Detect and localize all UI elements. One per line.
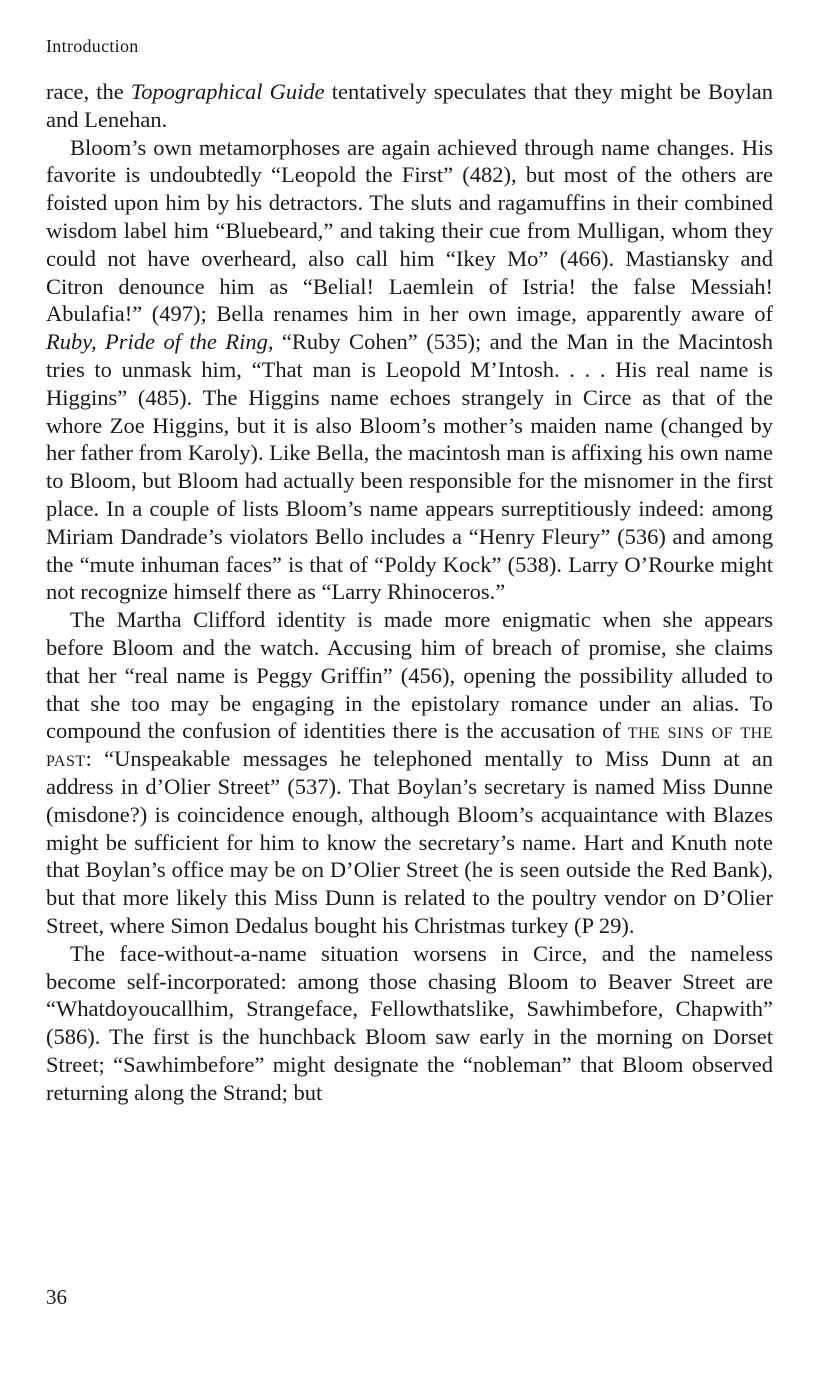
text-run: The face-without-a-name situation worsens in Circe, and the nameless become self-incorporated: among those chasing Bloom to Beaver Street are “Whatdoyoucallhim, Strangeface, Fellowthatslike, Sawhimbefore, Chapwith” (586). The first is the hunchback Bloom saw early in the morning on Dorset Street; “Sawhimbefore” might designate the “nobleman” that Bloom observed returning along the Strand; but [46, 940, 773, 1105]
paragraph [46, 940, 773, 1107]
text-run: “Ruby Cohen” (535); and the Man in the Macintosh tries to unmask him, “That man is Leopold M’Intosh. . . . His real name is Higgins” (485). The Higgins name echoes strangely in Circe as that of the whore Zoe Higgins, but it is also Bloom’s mother’s maiden name (changed by her father from Karoly). Like Bella, the macintosh man is affixing his own name to Bloom, but Bloom had actually been responsible for the misnomer in the first place. In a couple of lists Bloom’s name appears surreptitiously indeed: among Miriam Dandrade’s violators Bello includes a “Henry Fleury” (536) and among the “mute inhuman faces” is that of “Poldy Kock” (538). Larry O’Rourke might not recognize himself there as “Larry Rhinoceros.” [46, 329, 774, 605]
page-number: 36 [46, 1285, 67, 1309]
italic-title: Topographical Guide [130, 79, 325, 104]
text-run: tentatively speculates that they might be Boylan and Lenehan. [46, 79, 773, 132]
text-run: : “Unspeakable messages he telephoned mentally to Miss Dunn at an address in d’Olier Street” (537). That Boylan’s secretary is named Miss Dunne (misdone?) is coincidence enough, although Bloom’s acquaintance with Blazes might be sufficient for him to know the secretary’s name. Hart and Knuth note that Boylan’s office may be on D’Olier Street (he is seen outside the Red Bank), but that more likely this Miss Dunn is related to the poultry vendor on D’Olier Street, where Simon Dedalus bought his Christmas turkey (P 29). [46, 746, 773, 938]
book-page [46, 0, 776, 1380]
text-run: race, the [46, 79, 131, 104]
small-caps-text: the sins of the past [46, 718, 773, 772]
text-run: The Martha Clifford identity is made more enigmatic when she appears before Bloom and the watch. Accusing him of breach of promise, she claims that her “real name is Peggy Griffin” (456), opening the possibility alluded to that she too may be engaging in the epistolary romance under an alias. To compound the confusion of identities there is the accusation of [46, 607, 773, 744]
paragraph [46, 606, 773, 940]
running-head: Introduction [46, 36, 139, 56]
body-text [46, 78, 773, 1106]
text-run: Bloom’s own metamorphoses are again achieved through name changes. His favorite is undoubtedly “Leopold the First” (482), but most of the others are foisted upon him by his detractors. The sluts and ragamuffins in their combined wisdom label him “Bluebeard,” and taking their cue from Mulligan, whom they could not have overheard, also call him “Ikey Mo” (466). Mastiansky and Citron denounce him as “Belial! Laemlein of Istria! the false Messiah! Abulafia!” (497); Bella renames him in her own image, apparently aware of [46, 134, 773, 327]
paragraph [46, 78, 773, 134]
paragraph [46, 134, 773, 607]
italic-title: Ruby, Pride of the Ring, [46, 329, 274, 355]
